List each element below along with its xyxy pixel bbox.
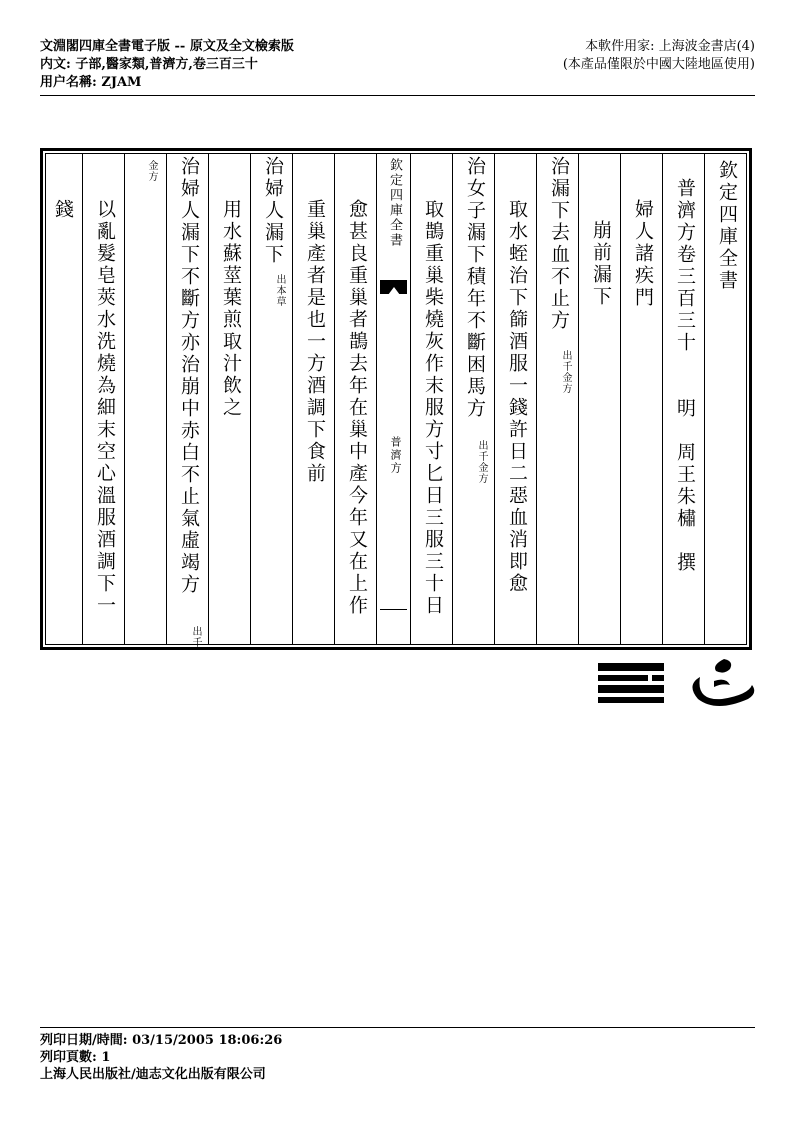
header-content-path: 内文: 子部,醫家類,普濟方,卷三百三十 xyxy=(40,57,258,72)
column-text: 治婦人漏下不斷方亦治崩中赤白不止氣虛竭方 xyxy=(178,156,200,596)
center-banner-column xyxy=(376,154,410,644)
column-note: 出千金方 xyxy=(476,440,487,484)
text-column xyxy=(292,154,334,644)
column-note: 出千金方 xyxy=(560,350,571,394)
header-title: 文淵閣四庫全書電子版 -- 原文及全文檢索版 xyxy=(40,39,294,54)
print-page-count: 列印頁數: 1 xyxy=(40,1050,111,1065)
column-text: 重巢產者是也一方酒調下食前 xyxy=(304,199,326,485)
text-column xyxy=(452,154,494,644)
column-text: 以亂髮皂莢水洗燒為細末空心溫服酒調下一 xyxy=(94,199,116,617)
header-licensee: 本軟件用家: 上海波金書店(4) xyxy=(585,39,755,54)
text-column xyxy=(82,154,124,644)
text-column xyxy=(536,154,578,644)
text-column xyxy=(124,154,166,644)
banner-top-text: 欽定四庫全書 xyxy=(387,158,402,248)
text-column xyxy=(620,154,662,644)
column-text: 婦人諸疾門 xyxy=(632,199,654,309)
column-note: 金方 xyxy=(146,160,157,182)
column-text: 用水蘇莖葉煎取汁飲之 xyxy=(220,199,242,419)
footer-divider xyxy=(40,1027,755,1028)
print-datetime: 列印日期/時間: 03/15/2005 18:06:26 xyxy=(40,1033,283,1048)
publisher-credit: 上海人民出版社/迪志文化出版有限公司 xyxy=(40,1067,266,1082)
column-text: 取水蛭治下篩酒服一錢許日二惡血消即愈 xyxy=(506,199,528,595)
column-text: 普濟方卷三百三十 明 周王朱橚 撰 xyxy=(674,178,696,574)
text-column xyxy=(410,154,452,644)
banner-rule xyxy=(380,609,407,610)
footer xyxy=(40,1032,282,1083)
publisher-logo-icon xyxy=(596,655,756,710)
text-column xyxy=(662,154,704,644)
column-text: 治漏下去血不止方 xyxy=(548,156,570,332)
header-right xyxy=(563,38,755,74)
column-text: 治女子漏下積年不斷困馬方 xyxy=(464,156,486,420)
header-user: 用户名稱: ZJAM xyxy=(40,75,142,90)
text-column xyxy=(334,154,376,644)
text-column xyxy=(208,154,250,644)
text-column xyxy=(578,154,620,644)
text-column xyxy=(166,154,208,648)
column-text: 治婦人漏下 xyxy=(262,156,284,266)
text-column xyxy=(704,154,746,644)
header-left xyxy=(40,38,294,92)
fishtail-mark xyxy=(380,280,407,294)
text-column xyxy=(494,154,536,644)
column-note: 出本草 xyxy=(274,274,285,307)
header-region-note: (本產品僅限於中國大陸地區使用) xyxy=(562,57,755,72)
text-column xyxy=(40,154,82,644)
book-page-inner xyxy=(45,153,747,648)
column-text: 愈甚良重巢者鵲去年在巢中產今年又在上作 xyxy=(346,199,368,617)
text-column xyxy=(250,154,292,644)
book-page-frame xyxy=(40,148,752,650)
banner-bottom-text: 普濟方 xyxy=(389,436,402,475)
column-note: 出千 xyxy=(190,626,201,648)
column-text: 欽定四庫全書 xyxy=(716,160,738,292)
column-text: 錢 xyxy=(52,199,74,221)
column-text: 崩前漏下 xyxy=(590,220,612,308)
column-text: 取鵲重巢柴燒灰作末服方寸匕日三服三十日 xyxy=(422,199,444,617)
header-divider xyxy=(40,95,755,96)
